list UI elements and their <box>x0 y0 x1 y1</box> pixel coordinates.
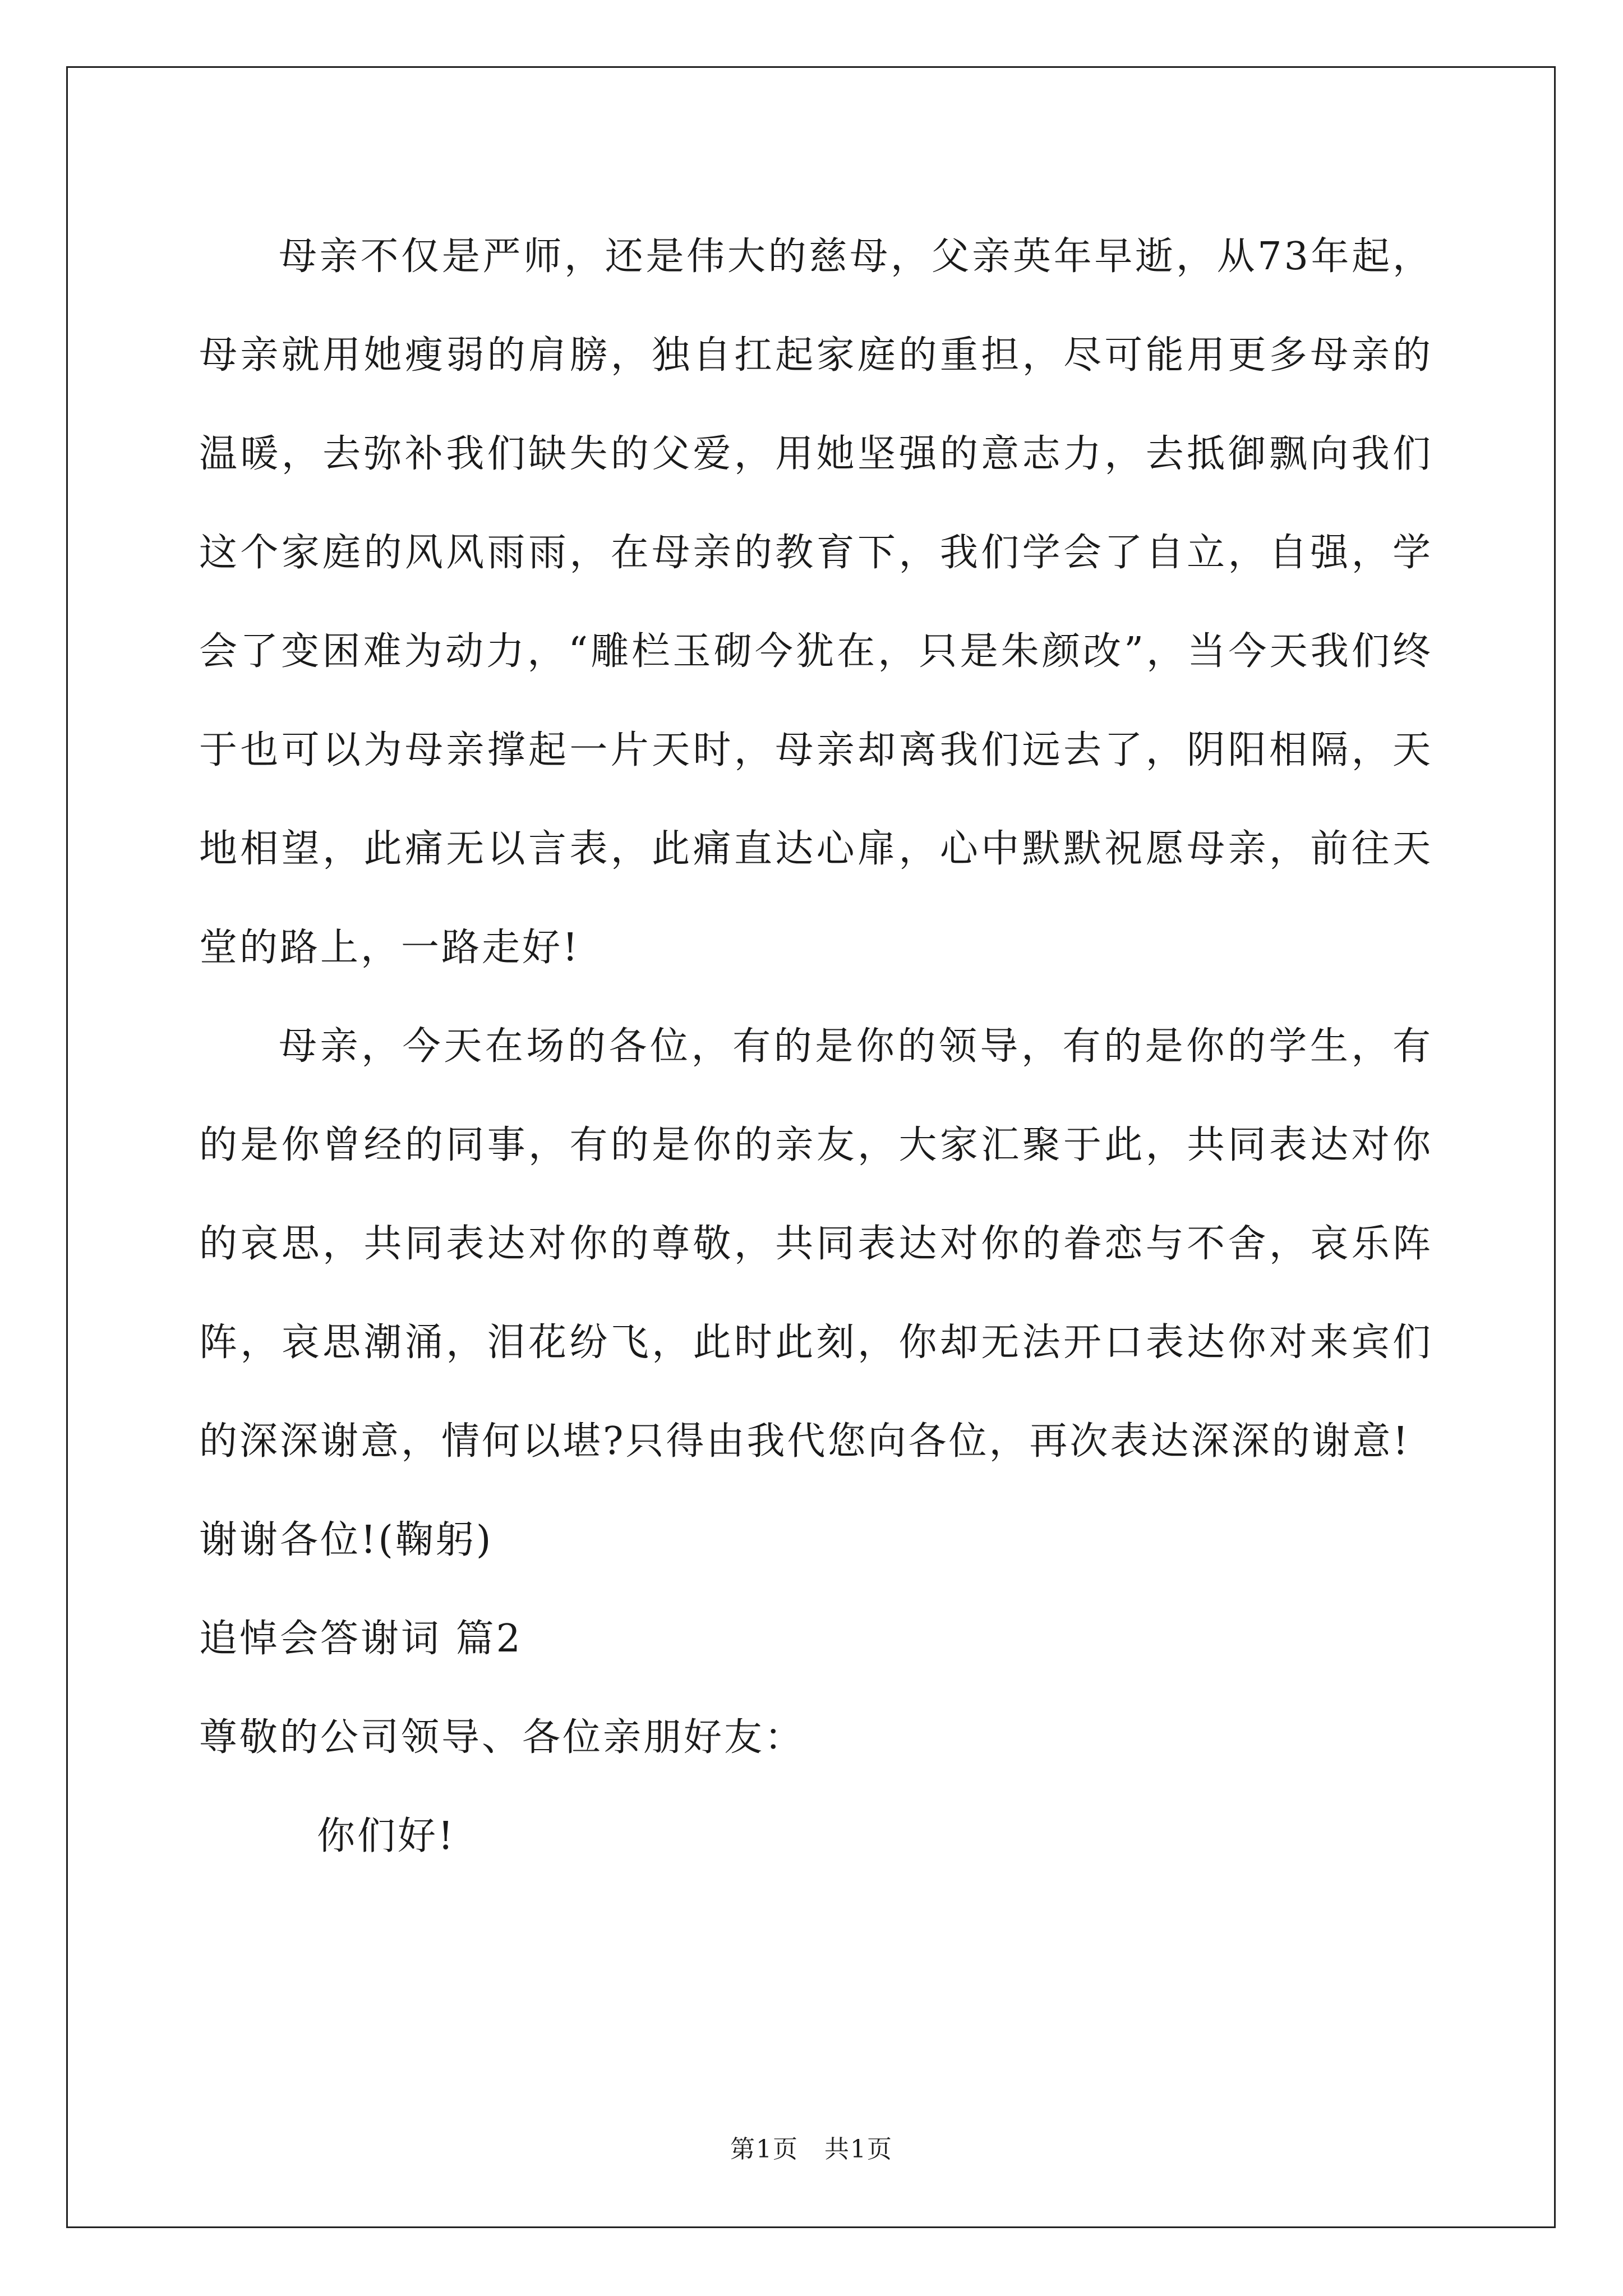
greeting: 你们好! <box>317 1814 456 1858</box>
paragraph-mother-attendees: 母亲，今天在场的各位，有的是你的领导，有的是你的学生，有的是你曾经的同事，有的是你的亲友，大家汇聚于此，共同表达对你的哀思，共同表达对你的尊敬，共同表达对你的眷恋与不舍，哀乐阵阵，哀思潮涌，泪花纷飞，此时此刻，你却无法开口表达你对来宾们的深深谢意，情何以堪?只得由我代您向各位，再次表达深深的谢意! <box>199 1024 1433 1464</box>
closing-thanks: 谢谢各位!(鞠躬) <box>199 1518 494 1562</box>
salutation: 尊敬的公司领导、各位亲朋好友： <box>199 1715 805 1760</box>
section-title: 追悼会答谢词 篇2 <box>199 1617 523 1661</box>
document-body <box>199 208 1433 1886</box>
page-footer: 第1页 共1页 <box>730 2135 893 2164</box>
paragraph-mother-strict-teacher: 母亲不仅是严师，还是伟大的慈母，父亲英年早逝，从73年起，母亲就用她瘦弱的肩膀，独自扛起家庭的重担，尽可能用更多母亲的温暖，去弥补我们缺失的父爱，用她坚强的意志力，去抵御飘向我们这个家庭的风风雨雨，在母亲的教育下，我们学会了自立，自强，学会了变困难为动力，“雕栏玉砌今犹在，只是朱颜改”，当今天我们终于也可以为母亲撑起一片天时，母亲却离我们远去了，阴阳相隔，天地相望，此痛无以言表，此痛直达心扉，心中默默祝愿母亲，前往天堂的路上，一路走好! <box>199 234 1433 970</box>
